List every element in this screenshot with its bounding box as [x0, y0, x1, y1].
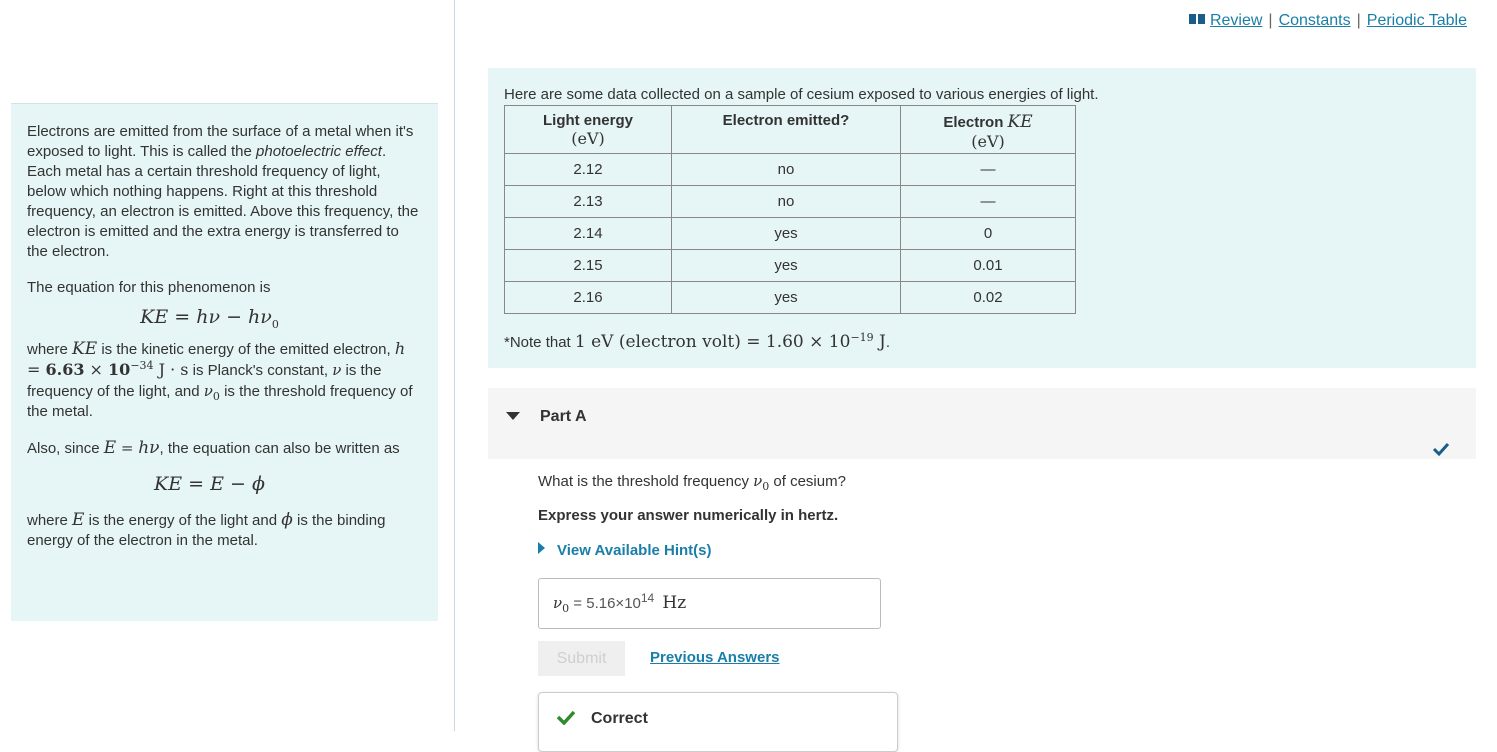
previous-answers-link[interactable]: Previous Answers [650, 649, 780, 666]
intro-alt-paragraph: Also, since E = hν, the equation can also be written as [27, 438, 400, 458]
separator: | [1356, 12, 1361, 30]
intro-binding-paragraph: where E is the energy of the light and ϕ is the binding energy of the electron in the metal. [27, 510, 386, 549]
data-lead-text: Here are some data collected on a sample of cesium exposed to various energies of light. [504, 86, 1099, 103]
answer-value: 5.16×10 [586, 595, 641, 612]
answer-instructions: Express your answer numerically in hertz. [538, 507, 839, 524]
ev-note: *Note that 1 eV (electron volt) = $1.60 \times 10^{-19}$ J. [504, 331, 891, 352]
completed-check-icon [1432, 441, 1450, 461]
feedback-box [538, 692, 898, 752]
answer-label: ν [553, 594, 563, 612]
table-row: 2.16 yes 0.02 [505, 282, 1076, 314]
column-header: Electron emitted? [672, 106, 901, 154]
periodic-table-link[interactable]: Periodic Table [1366, 12, 1467, 30]
data-panel [488, 68, 1476, 368]
answer-field[interactable]: $\nu_0 = 5.16\times 10^{14}$ Hz [538, 578, 881, 629]
intro-panel [11, 103, 438, 621]
constants-link[interactable]: Constants [1278, 12, 1351, 30]
question-text: What is the threshold frequency $\nu_0$ of cesium? [538, 472, 846, 493]
equation-ke-hv: KE = $h\nu - h\nu_0$ [140, 306, 279, 331]
table-row: 2.12 no — [505, 154, 1076, 186]
pane-divider [454, 0, 455, 731]
submit-button[interactable]: Submit [538, 641, 625, 676]
intro-paragraph: Electrons are emitted from the surface of a metal when it's exposed to light. This is called the photoelectric effect. Each metal has a certain threshold frequency of light, below which nothing happens. Right at this threshold frequency, an electron is emitted. Above this frequency, the electron is emitted and the extra energy is transferred to the electron. [27, 123, 419, 260]
equation-ke-phi: KE = E − ϕ [154, 473, 265, 495]
separator: | [1268, 12, 1273, 30]
answer-unit: Hz [662, 593, 687, 613]
feedback-label: Correct [591, 710, 648, 727]
part-a-title: Part A [540, 408, 587, 425]
book-icon [1189, 12, 1206, 30]
intro-equation-lead: The equation for this phenomenon is [27, 279, 271, 296]
table-row: 2.15 yes 0.01 [505, 250, 1076, 282]
view-hints-link[interactable]: View Available Hint(s) [538, 542, 712, 559]
column-header: Electron KE (eV) [901, 106, 1076, 154]
review-link[interactable]: Review [1209, 12, 1263, 30]
top-links [1189, 12, 1467, 30]
column-header: Light energy (eV) [505, 106, 672, 154]
collapse-caret-icon[interactable] [506, 412, 520, 420]
part-a-header[interactable] [488, 388, 1476, 459]
answer-exponent: 14 [640, 591, 655, 605]
table-row: 2.13 no — [505, 186, 1076, 218]
correct-check-icon [556, 709, 576, 729]
table-row: 2.14 yes 0 [505, 218, 1076, 250]
expand-triangle-icon [538, 542, 545, 554]
data-table [504, 105, 1076, 314]
intro-variables-paragraph: where KE is the kinetic energy of the emitted electron, $h = 6.63 \times 10^{-34}$ J · s is Planck's constant, ν is the frequency of the light, and $\nu_0$ is the threshold frequency of the metal. [27, 339, 413, 420]
